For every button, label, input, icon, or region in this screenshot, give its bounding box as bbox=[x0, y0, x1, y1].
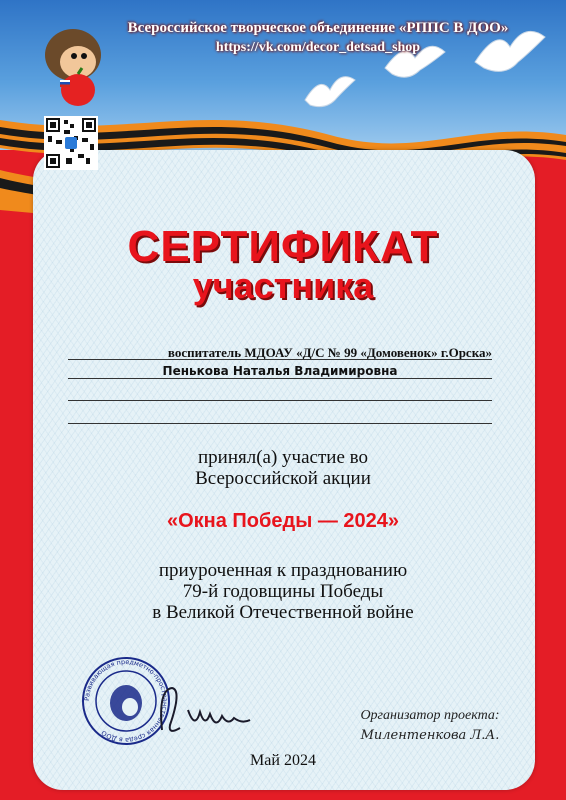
underline bbox=[68, 378, 492, 379]
body-line-5: в Великой Отечественной войне bbox=[152, 602, 414, 623]
body-line-1: принял(а) участие во bbox=[198, 447, 368, 468]
underline bbox=[68, 359, 492, 360]
underline bbox=[68, 400, 492, 401]
organizer-label: Организатор проекта: bbox=[360, 708, 500, 723]
certificate-date: Май 2024 bbox=[250, 752, 316, 769]
stamp-text: Развивающая предметно-пространственная среда в ДОО bbox=[82, 657, 170, 745]
qr-code-icon bbox=[44, 116, 98, 170]
recipient-name: Пенькова Наталья Владимировна bbox=[162, 364, 398, 378]
underline bbox=[68, 423, 492, 424]
body-line-3: приуроченная к празднованию bbox=[158, 560, 408, 581]
body-line-2: Всероссийской акции bbox=[195, 468, 371, 489]
vk-link[interactable]: https://vk.com/decor_detsad_shop bbox=[215, 40, 421, 55]
hedgehog-logo-icon bbox=[38, 20, 108, 110]
org-name: Всероссийское творческое объединение «РППС В ДОО» bbox=[127, 20, 509, 36]
recipient-position: воспитатель МДОАУ «Д/С № 99 «Домовенок» г.Орска» bbox=[167, 345, 492, 360]
action-name: «Окна Победы — 2024» bbox=[166, 510, 400, 532]
certificate-title: СЕРТИФИКАТ bbox=[127, 222, 439, 271]
signature-icon bbox=[150, 680, 260, 740]
certificate-subtitle: участника bbox=[192, 265, 374, 306]
body-line-4: 79-й годовщины Победы bbox=[182, 581, 384, 602]
organizer-name: Милентенкова Л.А. bbox=[360, 728, 500, 743]
